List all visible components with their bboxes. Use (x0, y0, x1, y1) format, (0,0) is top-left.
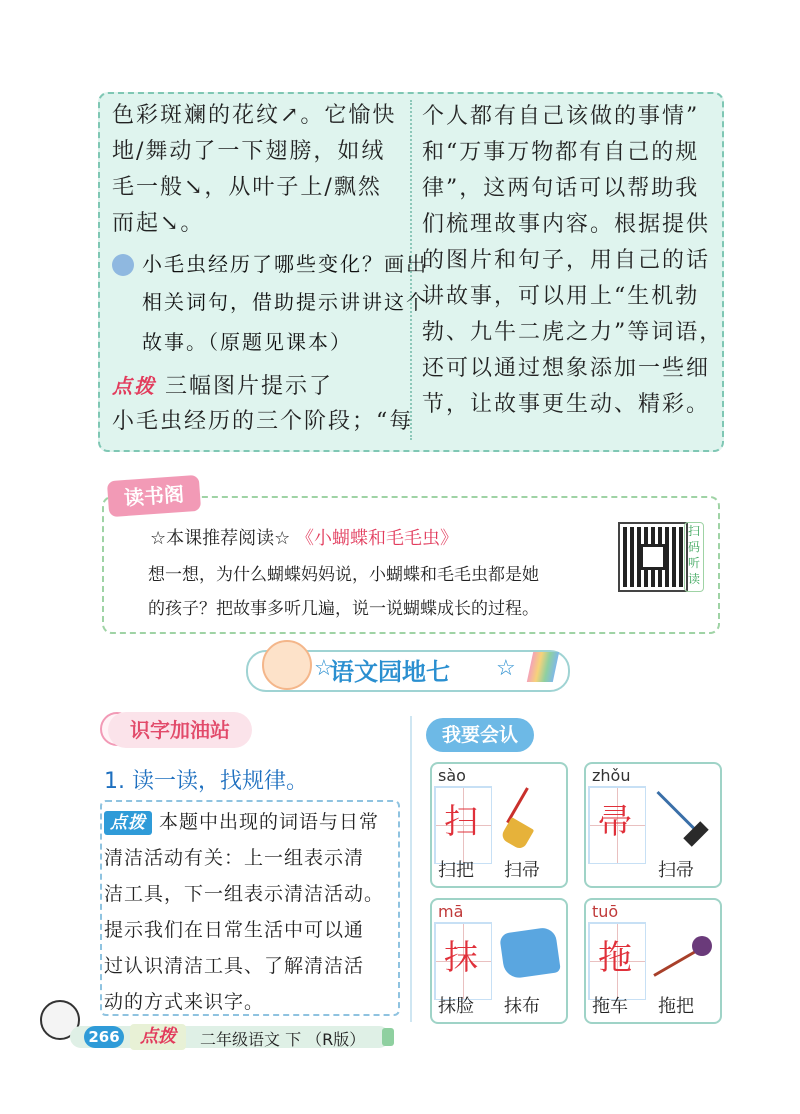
tip-text: 小毛虫经历的三个阶段；“每 (112, 409, 414, 434)
question-line: 故事。（原题见课本） (142, 330, 352, 354)
pinyin: zhǒu (592, 766, 631, 785)
text-line: 个人都有自己该做的事情” (422, 104, 700, 129)
char-card (430, 762, 568, 888)
word: 抹布 (504, 996, 540, 1017)
reading-line: 的孩子？把故事多听几遍，说一说蝴蝶成长的过程。 (148, 599, 539, 619)
mop-icon (652, 930, 712, 980)
star-icon: ☆ (496, 656, 516, 681)
tip-line: 动的方式来识字。 (104, 991, 265, 1013)
char-card (584, 898, 722, 1024)
word: 抹脸 (438, 996, 474, 1017)
tip-label: 点拨 (112, 374, 156, 398)
tip-text-block (104, 804, 384, 1020)
word: 拖把 (658, 996, 694, 1017)
recommend-label: ☆本课推荐阅读☆ (150, 528, 291, 549)
character: 拖 (598, 938, 632, 978)
reading-line: 想一想，为什么蝴蝶妈妈说，小蝴蝶和毛毛虫都是她 (148, 565, 539, 585)
woyao-huiren-title: 我要会认 (426, 718, 534, 752)
reading-text (148, 558, 539, 626)
book-title[interactable]: 《小蝴蝶和毛毛虫》 (296, 528, 459, 549)
text-line: 律”，这两句话可以帮助我 (422, 176, 700, 201)
word: 扫帚 (658, 860, 694, 881)
column-divider (410, 716, 412, 1022)
character: 帚 (598, 802, 632, 842)
text-line: 地/舞动了一下翅膀，如绒 (112, 139, 386, 164)
word: 拖车 (592, 996, 628, 1017)
text-line: 而起↘。 (112, 211, 205, 236)
question-line: 相关词句，借助提示讲讲这个 (142, 290, 428, 314)
banner-title: 语文园地七 (330, 658, 450, 686)
reading-title: 读书阁 (107, 475, 201, 517)
character: 扫 (444, 802, 478, 842)
star-icon: ☆ (314, 656, 334, 681)
page-number: 266 (84, 1026, 124, 1048)
tip-label: 点拨 (104, 811, 152, 835)
text-line: 色彩斑斓的花纹↗。它愉快 (112, 103, 397, 128)
push-broom-icon (652, 790, 712, 850)
text-line: 和“万事万物都有自己的规 (422, 140, 700, 165)
footer-book-info: 二年级语文 下 （R版） (200, 1030, 366, 1049)
text-line: 的图片和句子，用自己的话 (422, 248, 711, 273)
tip-line: 过认识清洁工具、了解清洁活 (104, 955, 365, 977)
leaf-icon (382, 1028, 394, 1046)
cloth-icon (499, 926, 561, 979)
char-card (584, 762, 722, 888)
scan-to-listen-label: 扫码听读 (684, 522, 704, 592)
right-column (422, 98, 724, 422)
question-line: 小毛虫经历了哪些变化？画出 (142, 252, 428, 276)
tip-line: 洁工具，下一组表示清洁活动。 (104, 883, 385, 905)
text-line: 还可以通过想象添加一些细 (422, 356, 711, 381)
text-line: 节，让故事更生动、精彩。 (422, 392, 711, 417)
shizi-section-title: 识字加油站 (108, 712, 252, 748)
broom-icon (502, 788, 554, 848)
footer-brand: 点拨 (130, 1024, 186, 1050)
tip-line: 提示我们在日常生活中可以通 (104, 919, 365, 941)
char-card (430, 898, 568, 1024)
tip-line: 本题中出现的词语与日常 (159, 811, 380, 833)
pinyin: sào (438, 766, 466, 785)
exercise-title: 1. 读一读，找规律。 (104, 769, 308, 794)
pinyin: tuō (592, 902, 619, 921)
word: 扫帚 (504, 860, 540, 881)
tip-line: 清洁活动有关：上一组表示清 (104, 847, 365, 869)
question-icon (112, 254, 134, 276)
text-line: 们梳理故事内容。根据提供 (422, 212, 711, 237)
recommend-line (150, 524, 458, 550)
text-line: 毛一般↘，从叶子上/飘然 (112, 175, 382, 200)
tip-text: 三幅图片提示了 (165, 374, 334, 399)
left-column (112, 98, 428, 440)
text-line: 讲故事，可以用上“生机勃 (422, 284, 700, 309)
word: 扫把 (438, 860, 474, 881)
pinyin: mā (438, 902, 464, 921)
qr-center (640, 544, 666, 570)
child-mascot-icon (262, 640, 312, 690)
character: 抹 (444, 938, 478, 978)
text-line: 勃、九牛二虎之力”等词语， (422, 320, 724, 345)
